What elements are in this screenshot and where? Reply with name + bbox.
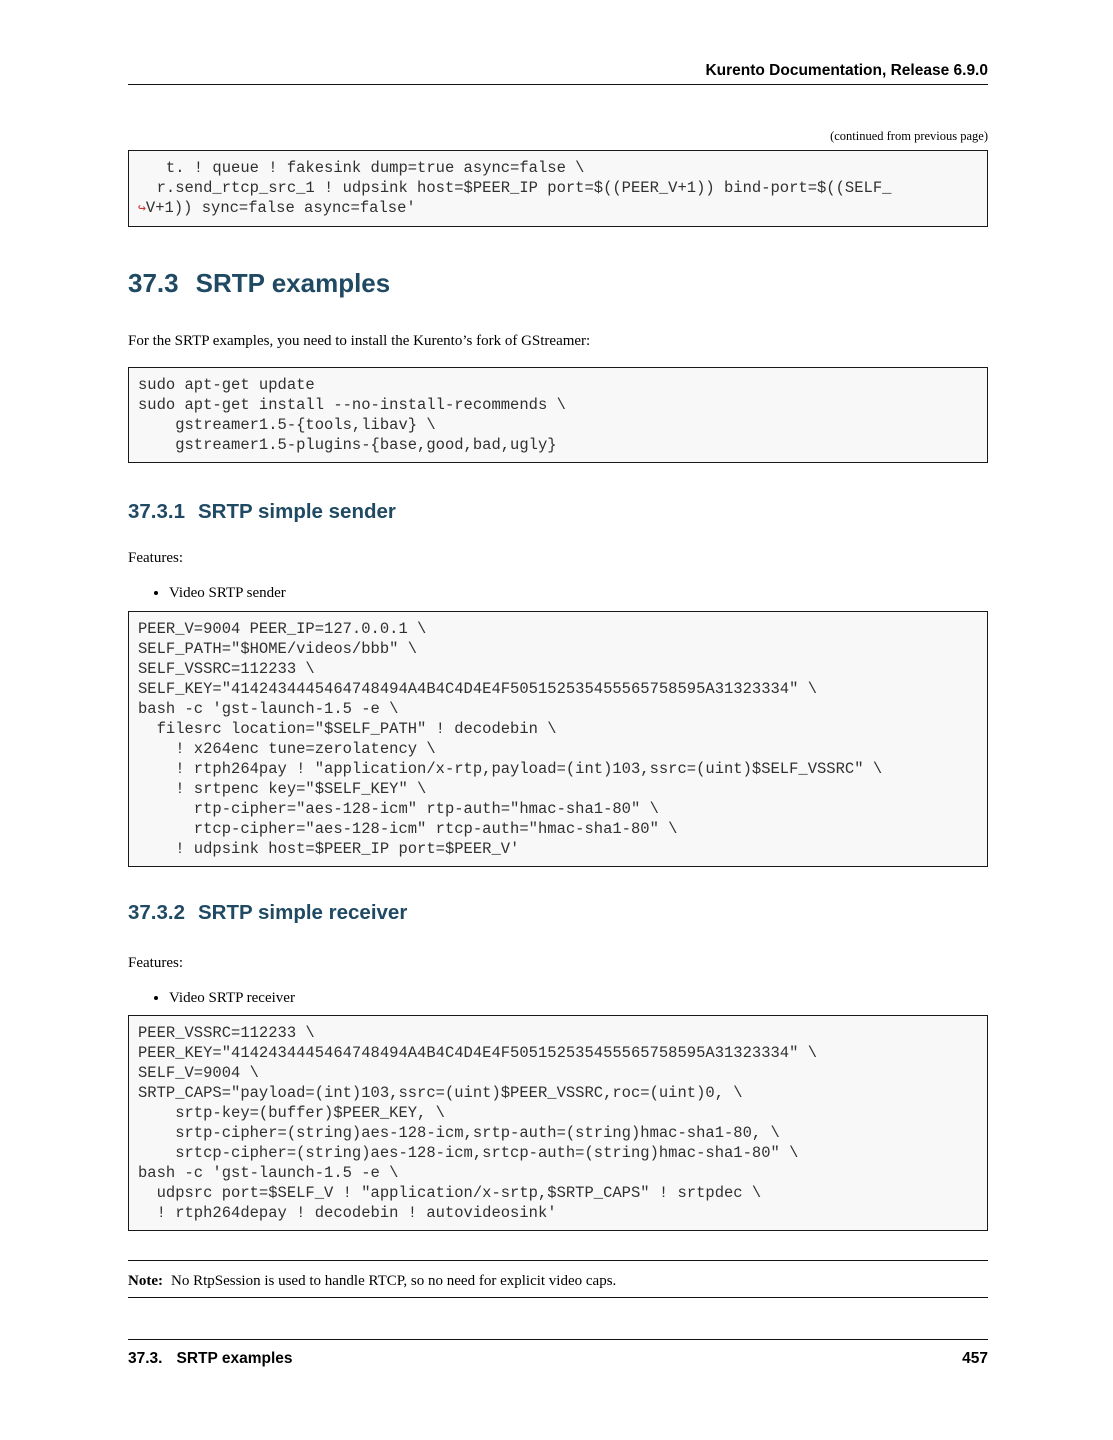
code-block-install: sudo apt-get update sudo apt-get install --no-install-recommends \ gstreamer1.5-{tools,libav} \ gstreamer1.5-plugins-{base,good,bad,ugly} — [128, 367, 988, 463]
code-block-sender: PEER_V=9004 PEER_IP=127.0.0.1 \ SELF_PATH="$HOME/videos/bbb" \ SELF_VSSRC=112233 \ SELF_KEY="4142434445464748494A4B4C4D4E4F505152535455565758595A31323334" \ bash -c 'gst-launch-1.5 -e \ filesrc location="$SELF_PATH" ! decodebin \ ! x264enc tune=zerolatency \ ! rtph264pay ! "application/x-rtp,payload=(int)103,ssrc=(uint)$SELF_VSSRC" \ ! srtpenc key="$SELF_KEY" \ rtp-cipher="aes-128-icm" rtp-auth="hmac-sha1-80" \ rtcp-cipher="aes-128-icm" rtcp-auth="hmac-sha1-80" \ ! udpsink host=$PEER_IP port=$PEER_V' — [128, 611, 988, 867]
code-block-continuation: t. ! queue ! fakesink dump=true async=false \ r.send_rtcp_src_1 ! udpsink host=$PEER_IP port=$((PEER_V+1)) bind-port=$((SELF_ ↪V+1)) sync=false async=false' — [128, 150, 988, 227]
page-content — [128, 0, 988, 1440]
note-bottom-rule — [128, 1297, 988, 1298]
header-title: Kurento Documentation, Release 6.9.0 — [705, 62, 988, 79]
subsection-title: SRTP simple receiver — [198, 901, 408, 924]
footer-section-title: SRTP examples — [176, 1350, 293, 1367]
feature-item-video-srtp-sender: • Video SRTP sender — [169, 583, 988, 603]
subsection-number: 37.3.2 — [128, 901, 185, 924]
header-rule — [128, 84, 988, 85]
subsection-number: 37.3.1 — [128, 500, 185, 523]
code-block-receiver: PEER_VSSRC=112233 \ PEER_KEY="4142434445464748494A4B4C4D4E4F505152535455565758595A31323334" \ SELF_V=9004 \ SRTP_CAPS="payload=(int)103,ssrc=(uint)$PEER_VSSRC,roc=(uint)0, \ srtp-key=(buffer)$PEER_KEY, \ srtp-cipher=(string)aes-128-icm,srtp-auth=(string)hmac-sha1-80, \ srtcp-cipher=(string)aes-128-icm,srtcp-auth=(string)hmac-sha1-80" \ bash -c 'gst-launch-1.5 -e \ udpsrc port=$SELF_V ! "application/x-srtp,$SRTP_CAPS" ! srtpdec \ ! rtph264depay ! decodebin ! autovideosink' — [128, 1015, 988, 1231]
footer — [128, 1349, 988, 1368]
subsection-heading-srtp-simple-receiver — [128, 900, 988, 926]
features-list-sender — [128, 583, 988, 603]
footer-section-label — [128, 1349, 293, 1368]
features-list-receiver — [128, 988, 988, 1008]
note-label: Note: — [128, 1273, 163, 1289]
continued-from-previous-page-note: (continued from previous page) — [830, 129, 988, 143]
subsection-title: SRTP simple sender — [198, 500, 396, 523]
note-top-rule — [128, 1260, 988, 1261]
section-number: 37.3 — [128, 268, 179, 298]
feature-item-video-srtp-receiver: • Video SRTP receiver — [169, 988, 988, 1008]
footer-section-number: 37.3. — [128, 1350, 163, 1367]
line-continuation-arrow: ↪ — [138, 201, 146, 216]
section-title: SRTP examples — [195, 268, 391, 298]
note-text: No RtpSession is used to handle RTCP, so no need for explicit video caps. — [170, 1273, 617, 1289]
footer-rule — [128, 1339, 988, 1340]
features-label-receiver: Features: — [128, 955, 183, 971]
subsection-heading-srtp-simple-sender — [128, 499, 988, 525]
footer-page-number: 457 — [962, 1350, 988, 1367]
section-heading-srtp-examples — [128, 267, 988, 300]
intro-paragraph: For the SRTP examples, you need to install the Kurento’s fork of GStreamer: — [128, 333, 591, 349]
note-box — [128, 1271, 988, 1291]
features-label-sender: Features: — [128, 550, 183, 566]
